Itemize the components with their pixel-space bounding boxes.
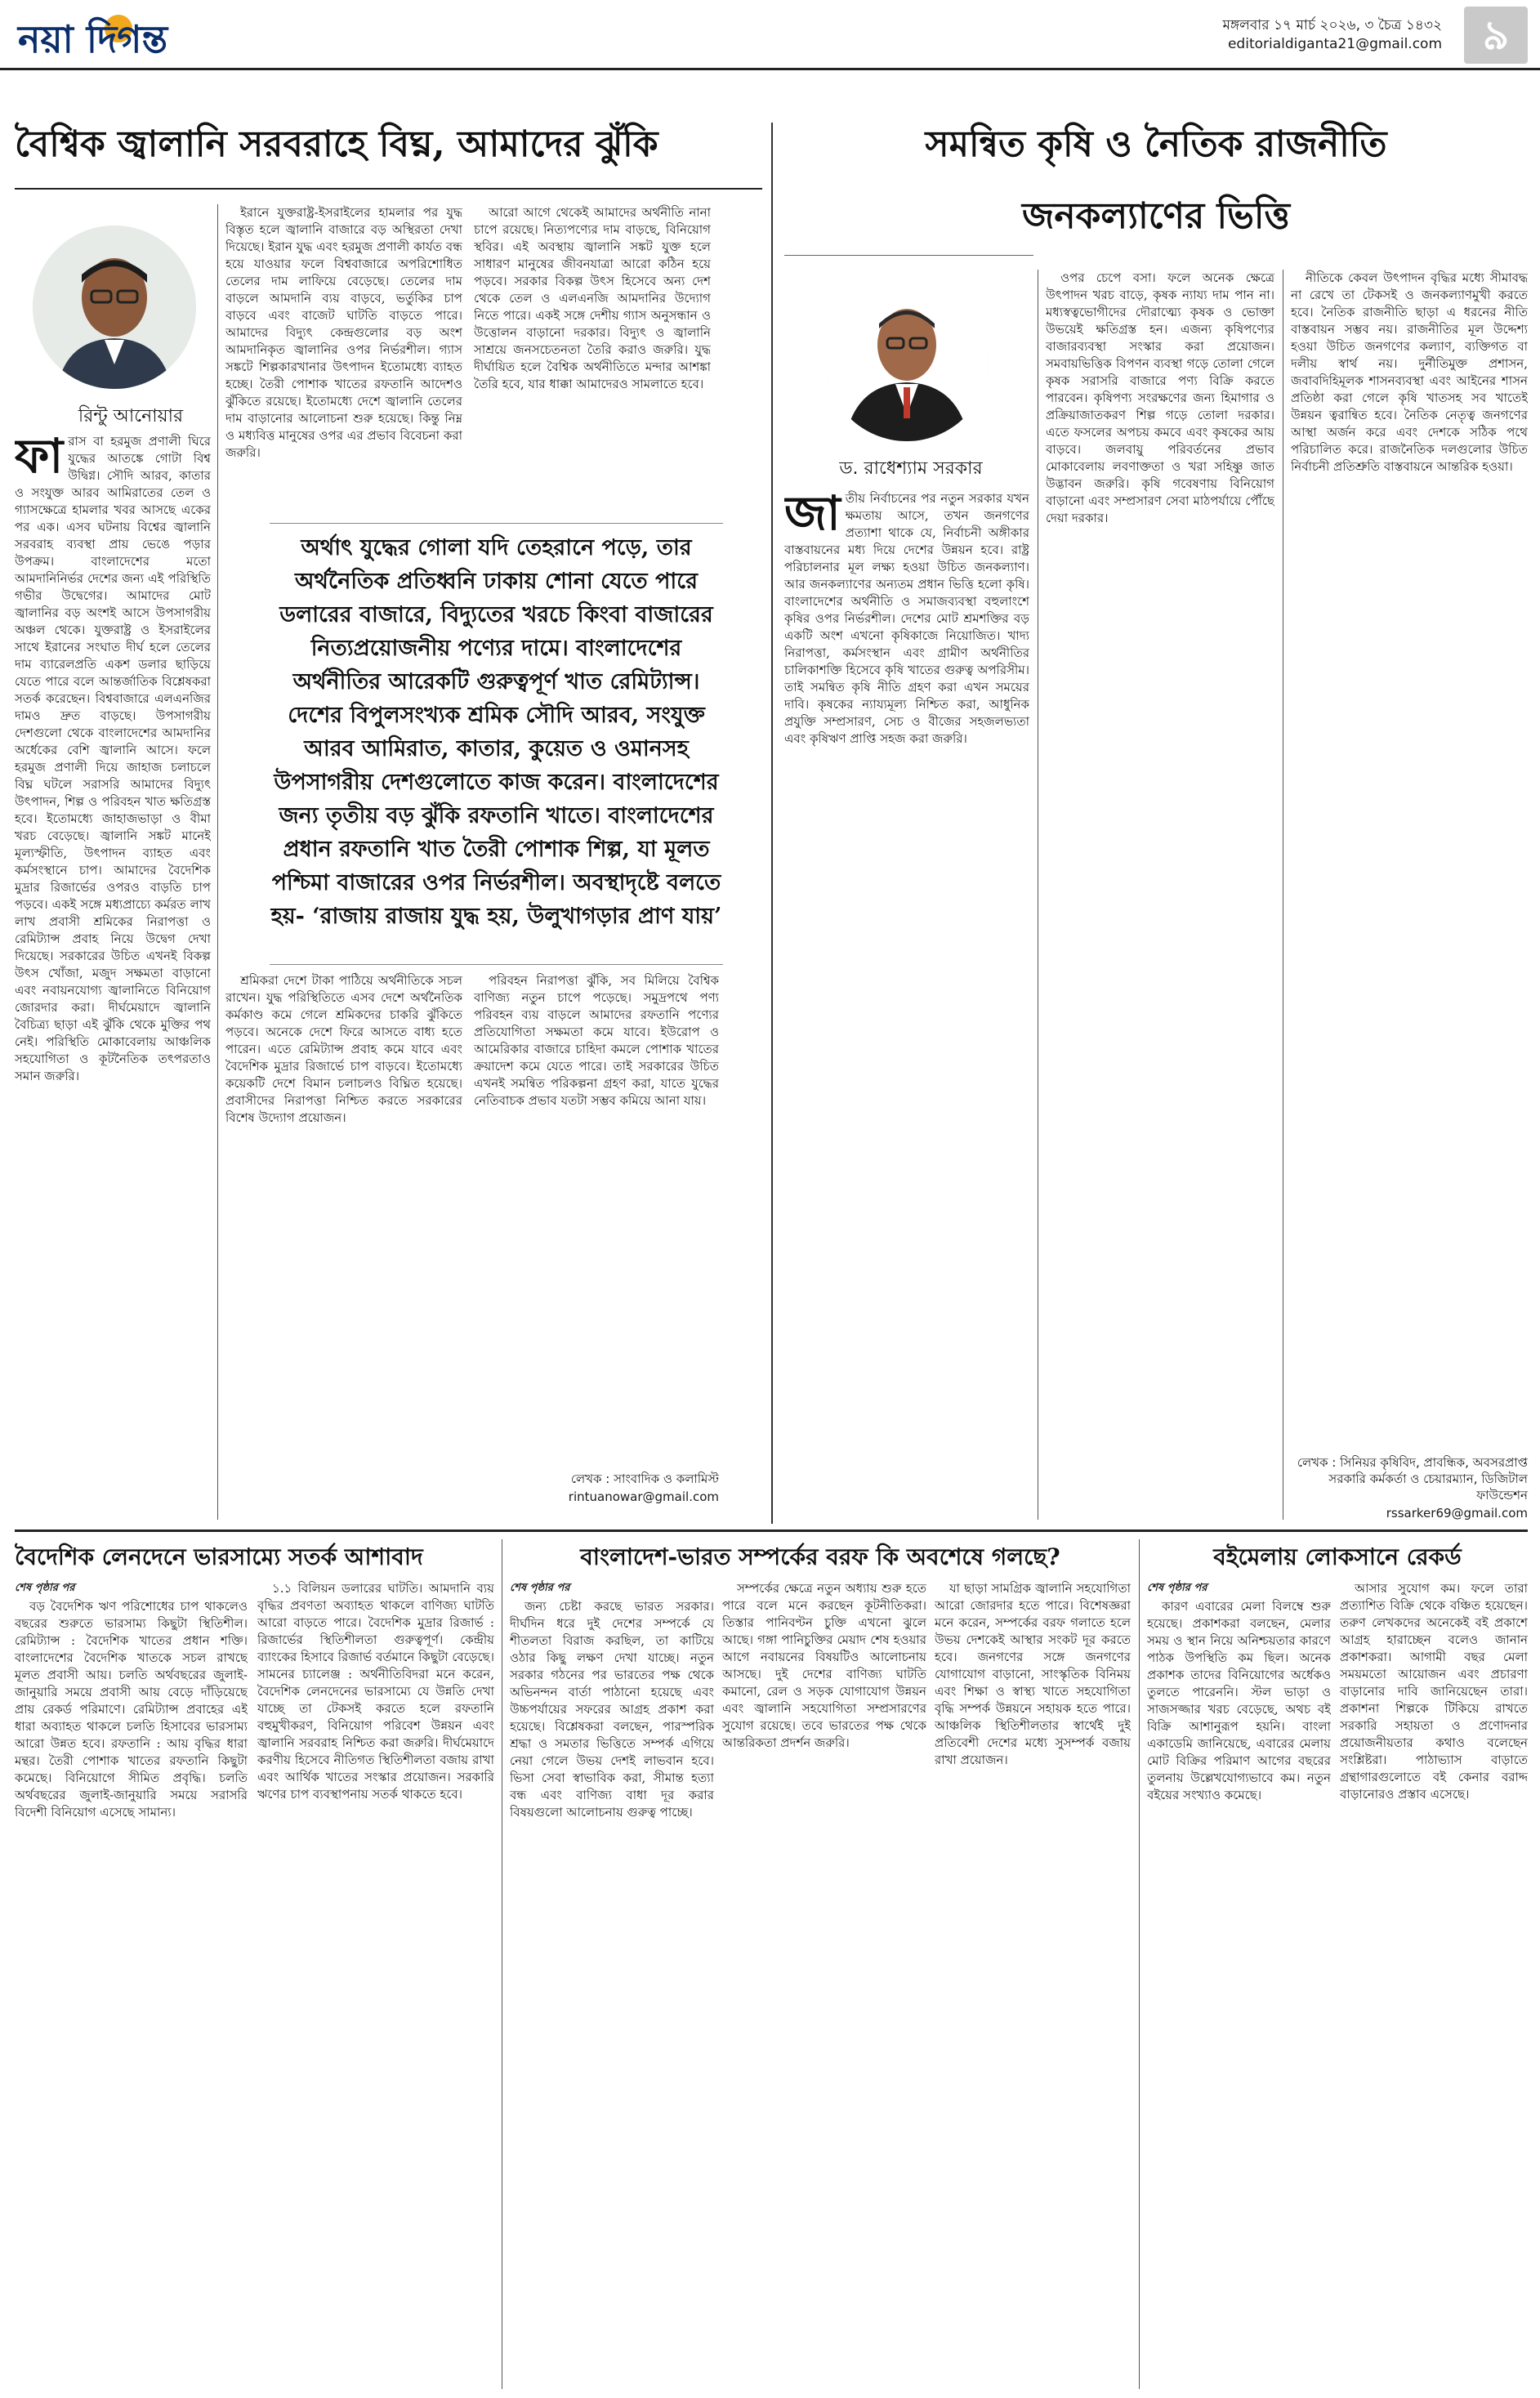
article2-head-rule bbox=[784, 255, 1033, 256]
bottom3-col1-text: কারণ এবারের মেলা বিলম্বে শুরু হয়েছে। প্রকাশকরা বলছেন, মেলার সময় ও স্থান নিয়ে অনিশ্চয়তার কারণে পাঠক উপস্থিতি কম ছিল। অনেক প্রকাশক তাদের বিনিয়োগের অর্ধেকও তুলতে পারেননি। স্টল ভাড়া ও সাজসজ্জার খরচ বেড়েছে, অথচ বই বিক্রি আশানুরূপ হয়নি। বাংলা একাডেমি জানিয়েছে, এবারের মেলায় মোট বিক্রির পরিমাণ আগের বছরের তুলনায় উল্লেখযোগ্যভাবে কম। নতুন বইয়ের সংখ্যাও কমেছে। bbox=[1147, 1599, 1331, 1802]
article2-headline-line1: সমন্বিত কৃষি ও নৈতিক রাজনীতি bbox=[925, 123, 1387, 165]
article2-column-3 bbox=[1291, 270, 1528, 1446]
article2-col1-text: তীয় নির্বাচনের পর নতুন সরকার যখন ক্ষমতায় আসে, তখন জনগণের প্রত্যাশা থাকে যে, নির্বাচনী অঙ্গীকার বাস্তবায়নের মধ্য দিয়ে দেশের উন্নয়ন হবে। রাষ্ট্র পরিচালনার মূল লক্ষ্য হওয়া উচিত জনকল্যাণ। আর জনকল্যাণের অন্যতম প্রধান ভিত্তি হলো কৃষি। বাংলাদেশের অর্থনীতি ও সমাজব্যবস্থা বহুলাংশে কৃষির ওপর নির্ভরশীল। দেশের মোট শ্রমশক্তির বড় একটি অংশ এখনো কৃষিকাজে নিয়োজিত। খাদ্য নিরাপত্তা, কর্মসংস্থান এবং গ্রামীণ অর্থনীতির চালিকাশক্তি হিসেবে কৃষি খাতের গুরুত্ব অপরিসীম। তাই সমন্বিত কৃষি নীতি গ্রহণ করা এখন সময়ের দাবি। কৃষকের ন্যায্যমূল্য নিশ্চিত করা, আধুনিক প্রযুক্তি সম্প্রসারণ, সেচ ও বীজের সহজলভ্যতা এবং কৃষিঋণ প্রাপ্তি সহজ করা জরুরি। bbox=[784, 491, 1029, 746]
bottom1-column-2 bbox=[257, 1580, 494, 2387]
article1-column-1 bbox=[15, 433, 211, 1516]
bottom3-column-1 bbox=[1147, 1598, 1331, 2387]
author2-name: ড. রাধেশ্যাম সরকার bbox=[839, 458, 983, 479]
pull-quote-top-rule bbox=[270, 523, 723, 524]
bottom3-headline: বইমেলায় লোকসানে রেকর্ড bbox=[1213, 1543, 1462, 1570]
author1-name: রিন্টু আনোয়ার bbox=[78, 406, 184, 426]
center-divider bbox=[771, 123, 773, 1524]
issue-date: মঙ্গলবার ১৭ মার্চ ২০২৬, ৩ চৈত্র ১৪৩২ bbox=[1222, 17, 1442, 33]
article2-dropcap: জা bbox=[784, 490, 841, 541]
editorial-email[interactable]: editorialdiganta21@gmail.com bbox=[1227, 36, 1442, 52]
bottom2-continued-label: শেষ পৃষ্ঠার পর bbox=[510, 1582, 570, 1594]
article2-email[interactable]: rssarker69@gmail.com bbox=[1386, 1506, 1528, 1521]
bottom3-continued-label: শেষ পৃষ্ঠার পর bbox=[1147, 1582, 1207, 1594]
section-divider bbox=[15, 1529, 1528, 1532]
newspaper-logo[interactable]: নয়া দিগন্ত bbox=[18, 17, 168, 61]
bottom2-column-3 bbox=[935, 1580, 1131, 2387]
article1-dropcap: ফা bbox=[15, 433, 64, 484]
bottom1-column-1 bbox=[15, 1598, 248, 2387]
article1-column-4 bbox=[225, 972, 462, 1516]
article2-col2-text: ওপর চেপে বসা। ফলে অনেক ক্ষেত্রে উৎপাদন খরচ বাড়ে, কৃষক ন্যায্য দাম পান না। মধ্যস্বত্বভোগীদের দৌরাত্ম্যে কৃষক ও ভোক্তা উভয়েই ক্ষতিগ্রস্ত হন। এজন্য কৃষিপণ্যের বাজারব্যবস্থা সংস্কার করা প্রয়োজন। সমবায়ভিত্তিক বিপণন ব্যবস্থা গড়ে তোলা গেলে কৃষক সরাসরি বাজারে পণ্য বিক্রি করতে পারবেন। কৃষিপণ্য সংরক্ষণের জন্য হিমাগার ও প্রক্রিয়াজাতকরণ শিল্প গড়ে তোলা দরকার। এতে ফসলের অপচয় কমবে এবং কৃষকের আয় বাড়বে। জলবায়ু পরিবর্তনের প্রভাব মোকাবেলায় লবণাক্ততা ও খরা সহিষ্ণু জাত উদ্ভাবন জরুরি। কৃষি গবেষণায় বিনিয়োগ বাড়ানো এবং সম্প্রসারণ সেবা মাঠপর্যায়ে পৌঁছে দেয়া দরকার। bbox=[1046, 270, 1274, 525]
article1-column-3 bbox=[474, 204, 711, 507]
article1-signature: লেখক : সাংবাদিক ও কলামিস্ট bbox=[570, 1471, 719, 1486]
article1-headline: বৈশ্বিক জ্বালানি সরবরাহে বিঘ্ন, আমাদের ঝুঁকি bbox=[15, 123, 658, 165]
article1-pull-quote: অর্থাৎ যুদ্ধের গোলা যদি তেহরানে পড়ে, তার অর্থনৈতিক প্রতিধ্বনি ঢাকায় শোনা যেতে পারে ডলারের বাজারে, বিদ্যুতের খরচে কিংবা বাজারের নিত্যপ্রয়োজনীয় পণ্যের দামে। বাংলাদেশের অর্থনীতির আরেকটি গুরুত্বপূর্ণ খাত রেমিট্যান্স। দেশের বিপুলসংখ্যক শ্রমিক সৌদি আরব, সংযুক্ত আরব আমিরাত, কাতার, কুয়েত ও ওমানসহ উপসাগরীয় দেশগুলোতে কাজ করেন। বাংলাদেশের জন্য তৃতীয় বড় ঝুঁকি রফতানি খাতে। বাংলাদেশের প্রধান রফতানি খাত তৈরী পোশাক শিল্প, যা মূলত পশ্চিমা বাজারের ওপর নির্ভরশীল। অবস্থাদৃষ্টে বলতে হয়- ‘রাজায় রাজায় যুদ্ধ হয়, উলুখাগড়ার প্রাণ যায়’ bbox=[270, 535, 722, 929]
bottom2-column-1 bbox=[510, 1598, 714, 2387]
column-divider bbox=[1139, 1539, 1140, 2389]
bottom2-col1-text: জন্য চেষ্টা করছে ভারত সরকার। দীর্ঘদিন ধরে দুই দেশের সম্পর্কে যে শীতলতা বিরাজ করছিল, তা কাটিয়ে ওঠার কিছু লক্ষণ দেখা যাচ্ছে। নতুন সরকার গঠনের পর ভারতের পক্ষ থেকে অভিনন্দন বার্তা পাঠানো হয়েছে এবং উচ্চপর্যায়ের সফরের আগ্রহ প্রকাশ করা হয়েছে। বিশ্লেষকরা বলছেন, পারস্পরিক শ্রদ্ধা ও সমতার ভিত্তিতে সম্পর্ক এগিয়ে নেয়া গেলে উভয় দেশই লাভবান হবে। ভিসা সেবা স্বাভাবিক করা, সীমান্ত হত্যা বন্ধ এবং বাণিজ্য বাধা দূর করার বিষয়গুলো আলোচনায় গুরুত্ব পাচ্ছে। bbox=[510, 1599, 714, 1820]
bottom1-continued-label: শেষ পৃষ্ঠার পর bbox=[15, 1582, 75, 1594]
bottom2-col3-text: যা ছাড়া সামগ্রিক জ্বালানি সহযোগিতা আরো জোরদার হতে পারে। বিশেষজ্ঞরা মনে করেন, সম্পর্কের বরফ গলাতে হলে উভয় দেশকেই আস্থার সংকট দূর করতে হবে। জনগণের সঙ্গে জনগণের যোগাযোগ বাড়ানো, সাংস্কৃতিক বিনিময় এবং শিক্ষা ও স্বাস্থ্য খাতে সহযোগিতা বৃদ্ধি সম্পর্ক উন্নয়নে সহায়ক হতে পারে। আঞ্চলিক স্থিতিশীলতার স্বার্থেই দুই প্রতিবেশী দেশের মধ্যে সুসম্পর্ক বজায় রাখা প্রয়োজন। bbox=[935, 1581, 1131, 1767]
article1-email[interactable]: rintuanowar@gmail.com bbox=[568, 1489, 719, 1504]
article2-column-1 bbox=[784, 490, 1029, 1516]
bottom1-col2-text: ১.১ বিলিয়ন ডলারের ঘাটতি। আমদানি ব্যয় বৃদ্ধির প্রবণতা অব্যাহত থাকলে বাণিজ্য ঘাটতি আরো বাড়তে পারে। বৈদেশিক মুদ্রার রিজার্ভ : রিজার্ভের স্থিতিশীলতা গুরুত্বপূর্ণ। কেন্দ্রীয় ব্যাংকের হিসাবে রিজার্ভ বর্তমানে কিছুটা বেড়েছে। সামনের চ্যালেঞ্জ : অর্থনীতিবিদরা মনে করেন, বৈদেশিক লেনদেনের ভারসাম্যে যে উন্নতি দেখা যাচ্ছে তা টেকসই করতে হলে রফতানি বহুমুখীকরণ, বিনিয়োগ পরিবেশ উন্নয়ন এবং জ্বালানি সরবরাহ নিশ্চিত করা জরুরি। দীর্ঘমেয়াদে করণীয় হিসেবে নীতিগত স্থিতিশীলতা বজায় রাখা এবং আর্থিক খাতের সংস্কার প্রয়োজন। সরকারি ঋণের চাপ ব্যবস্থাপনায় সতর্ক থাকতে হবে। bbox=[257, 1581, 494, 1802]
article2-column-2 bbox=[1046, 270, 1274, 1516]
bottom1-headline: বৈদেশিক লেনদেনে ভারসাম্যে সতর্ক আশাবাদ bbox=[15, 1543, 423, 1570]
article1-col4-text: শ্রমিকরা দেশে টাকা পাঠিয়ে অর্থনীতিকে সচল রাখেন। যুদ্ধ পরিস্থিতিতে এসব দেশে অর্থনৈতিক কর্মকাণ্ড কমে গেলে শ্রমিকদের চাকরি ঝুঁকিতে পড়বে। অনেকে দেশে ফিরে আসতে বাধ্য হতে পারেন। এতে রেমিট্যান্স প্রবাহ কমে যাবে এবং বৈদেশিক মুদ্রার রিজার্ভে চাপ বাড়বে। ইতোমধ্যে কয়েকটি দেশে বিমান চলাচলও বিঘ্নিত হয়েছে। প্রবাসীদের নিরাপত্তা নিশ্চিত করতে সরকারের বিশেষ উদ্যোগ প্রয়োজন। bbox=[225, 973, 462, 1125]
bottom3-col2-text: আসার সুযোগ কম। ফলে তারা প্রত্যাশিত বিক্রি থেকে বঞ্চিত হয়েছেন। তরুণ লেখকদের অনেকেই বই প্রকাশে আগ্রহ হারাচ্ছেন বলেও জানান প্রকাশকরা। আগামী বছর মেলা সময়মতো আয়োজন এবং প্রচারণা বাড়ানোর দাবি জানিয়েছেন তারা। প্রকাশনা শিল্পকে টিকিয়ে রাখতে সরকারি সহায়তা ও প্রণোদনার প্রয়োজনীয়তার কথাও বলেছেন সংশ্লিষ্টরা। পাঠাভ্যাস বাড়াতে গ্রন্থাগারগুলোতে বই কেনার বরাদ্দ বাড়ানোরও প্রস্তাব এসেছে। bbox=[1340, 1581, 1528, 1802]
article1-col2-text: ইরানে যুক্তরাষ্ট্র-ইসরাইলের হামলার পর যুদ্ধ বিস্তৃত হলে জ্বালানি বাজারে বড় অস্থিরতা দেখা দিয়েছে। ইরান যুদ্ধ এবং হরমুজ প্রণালী কার্যত বন্ধ হয়ে যাওয়ার ফলে বিশ্ববাজারে অপরিশোধিত তেলের দাম লাফিয়ে বেড়েছে। তেলের দাম বাড়লে আমদানি ব্যয় বাড়বে, ভর্তুকির চাপ বাড়বে এবং বাজেট ঘাটতি বাড়তে পারে। আমাদের বিদ্যুৎ কেন্দ্রগুলোর বড় অংশ আমদানিকৃত জ্বালানির ওপর নির্ভরশীল। গ্যাস সঙ্কটে শিল্পকারখানার উৎপাদন ইতোমধ্যে ব্যাহত হচ্ছে। তৈরী পোশাক খাতের রফতানি আদেশও ঝুঁকিতে রয়েছে। ইতোমধ্যে দেশে জ্বালানি তেলের দাম বাড়ানোর আলোচনা শুরু হয়েছে। কিন্তু নিম্ন ও মধ্যবিত্ত মানুষের ওপর এর প্রভাব বিবেচনা করা জরুরি। bbox=[225, 205, 462, 460]
bottom2-column-2 bbox=[722, 1580, 926, 2387]
article2-headline-line2: জনকল্যাণের ভিত্তি bbox=[1022, 195, 1290, 237]
article2-col3-text: নীতিকে কেবল উৎপাদন বৃদ্ধির মধ্যে সীমাবদ্ধ না রেখে তা টেকসই ও জনকল্যাণমুখী করতে হবে। নৈতিক রাজনীতি ছাড়া এ ধরনের নীতি বাস্তবায়ন সম্ভব নয়। রাজনীতির মূল উদ্দেশ্য হওয়া উচিত জনগণের কল্যাণ, ব্যক্তিগত বা দলীয় স্বার্থ নয়। দুর্নীতিমুক্ত প্রশাসন, জবাবদিহিমূলক শাসনব্যবস্থা এবং আইনের শাসন প্রতিষ্ঠা করা গেলে কৃষি খাতসহ সব খাতেই উন্নয়ন ত্বরান্বিত হবে। নৈতিক নেতৃত্ব জনগণের আস্থা অর্জন করে এবং দেশকে সঠিক পথে পরিচালিত করে। রাজনৈতিক দলগুলোর উচিত নির্বাচনী প্রতিশ্রুতি বাস্তবায়নে আন্তরিক হওয়া। bbox=[1291, 270, 1528, 474]
article2-signature: লেখক : সিনিয়র কৃষিবিদ, প্রাবন্ধিক, অবসরপ্রাপ্ত সরকারি কর্মকর্তা ও চেয়ারম্যান, ডিজিটাল ফাউন্ডেশন bbox=[1297, 1455, 1528, 1503]
bottom2-headline: বাংলাদেশ-ভারত সম্পর্কের বরফ কি অবশেষে গলছে? bbox=[580, 1543, 1060, 1570]
article1-col1-text: রাস বা হরমুজ প্রণালী ঘিরে যুদ্ধের আতঙ্কে গোটা বিশ্ব উদ্বিগ্ন। সৌদি আরব, কাতার ও সংযুক্ত আরব আমিরাতের তেল ও গ্যাসক্ষেত্রে হামলার খবর আসছে একের পর এক। এসব ঘটনায় বিশ্বের জ্বালানি সরবরাহ ব্যবস্থা প্রায় ভেঙে পড়ার উপক্রম। বাংলাদেশের মতো আমদানিনির্ভর দেশের জন্য এই পরিস্থিতি গভীর উদ্বেগের। আমাদের মোট জ্বালানির বড় অংশই আসে উপসাগরীয় অঞ্চল থেকে। যুক্তরাষ্ট্র ও ইসরাইলের সাথে ইরানের সংঘাত দীর্ঘ হলে তেলের দাম ব্যারেলপ্রতি একশ ডলার ছাড়িয়ে যেতে পারে বলে আন্তর্জাতিক বিশ্লেষকরা সতর্ক করেছেন। বিশ্ববাজারে এলএনজির দামও দ্রুত বাড়ছে। উপসাগরীয় দেশগুলো থেকে বাংলাদেশের আমদানির অর্ধেকের বেশি জ্বালানি আসে। ফলে হরমুজ প্রণালী দিয়ে জাহাজ চলাচলে বিঘ্ন ঘটলে সরাসরি আমাদের বিদ্যুৎ উৎপাদন, শিল্প ও পরিবহন খাত ক্ষতিগ্রস্ত হবে। ইতোমধ্যে জাহাজভাড়া ও বীমা খরচ বেড়েছে। জ্বালানি সঙ্কট মানেই মূল্যস্ফীতি, উৎপাদন ব্যাহত এবং কর্মসংস্থানে চাপ। আমাদের বৈদেশিক মুদ্রার রিজার্ভের ওপরও বাড়তি চাপ পড়বে। একই সঙ্গে মধ্যপ্রাচ্যে কর্মরত লাখ লাখ প্রবাসী শ্রমিকের নিরাপত্তা ও রেমিট্যান্স প্রবাহ নিয়ে উদ্বেগ দেখা দিয়েছে। সরকারের উচিত এখনই বিকল্প উৎস খোঁজা, মজুদ সক্ষমতা বাড়ানো এবং নবায়নযোগ্য জ্বালানিতে বিনিয়োগ জোরদার করা। দীর্ঘমেয়াদে জ্বালানি বৈচিত্র্য ছাড়া এই ঝুঁকি থেকে মুক্তির পথ নেই। পরিস্থিতি মোকাবেলায় আঞ্চলিক সহযোগিতা ও কূটনৈতিক তৎপরতাও সমান জরুরি। bbox=[15, 434, 211, 1083]
article1-column-2 bbox=[225, 204, 462, 507]
article1-col5-text: পরিবহন নিরাপত্তা ঝুঁকি, সব মিলিয়ে বৈশ্বিক বাণিজ্য নতুন চাপে পড়েছে। সমুদ্রপথে পণ্য পরিবহন ব্যয় বাড়লে আমাদের রফতানি পণ্যের প্রতিযোগিতা সক্ষমতা কমে যাবে। ইউরোপ ও আমেরিকার বাজারে চাহিদা কমলে পোশাক খাতের ক্রয়াদেশ কমে যেতে পারে। তাই সরকারের উচিত এখনই সমন্বিত পরিকল্পনা গ্রহণ করা, যাতে যুদ্ধের নেতিবাচক প্রভাব যতটা সম্ভব কমিয়ে আনা যায়। bbox=[474, 973, 719, 1108]
author1-photo bbox=[33, 226, 196, 389]
pull-quote-bottom-rule bbox=[270, 964, 723, 965]
article1-column-5 bbox=[474, 972, 719, 1454]
author2-photo bbox=[825, 278, 989, 441]
bottom3-column-2 bbox=[1340, 1580, 1528, 2387]
bottom2-col2-text: সম্পর্কের ক্ষেত্রে নতুন অধ্যায় শুরু হতে পারে বলে মনে করছেন কূটনীতিকরা। তিস্তার পানিবণ্টন চুক্তি এখনো ঝুলে আছে। গঙ্গা পানিচুক্তির মেয়াদ শেষ হওয়ার আগে নবায়নের বিষয়টিও আলোচনায় আসছে। দুই দেশের বাণিজ্য ঘাটতি কমানো, রেল ও সড়ক যোগাযোগ উন্নয়ন এবং জ্বালানি সহযোগিতা সম্প্রসারণের সুযোগ রয়েছে। তবে ভারতের পক্ষ থেকে আন্তরিকতা প্রদর্শন জরুরি। bbox=[722, 1581, 926, 1750]
article1-head-rule bbox=[15, 188, 762, 190]
masthead bbox=[0, 0, 1540, 70]
column-divider bbox=[217, 204, 218, 1520]
bottom1-col1-text: বড় বৈদেশিক ঋণ পরিশোধের চাপ থাকলেও বছরের শুরুতে ভারসাম্য কিছুটা স্থিতিশীল। রেমিট্যান্স : বৈদেশিক খাতের প্রধান শক্তি। বাংলাদেশের বৈদেশিক খাতকে সচল রাখছে মূলত প্রবাসী আয়। চলতি অর্থবছরের জুলাই-জানুয়ারি সময়ে প্রবাসী আয় বেড়ে দাঁড়িয়েছে প্রায় রেকর্ড পরিমাণে। রেমিট্যান্স প্রবাহের এই ধারা অব্যাহত থাকলে চলতি হিসাবের ভারসাম্য আরো উন্নত হবে। রফতানি : আয় বৃদ্ধির ধারা মন্থর। তৈরী পোশাক খাতের রফতানি কিছুটা কমেছে। বিনিয়োগে সীমিত প্রবৃদ্ধি। চলতি অর্থবছরের জুলাই-জানুয়ারি সময়ে সরাসরি বিদেশী বিনিয়োগ এসেছে সামান্য। bbox=[15, 1599, 248, 1820]
article1-col3-text: আরো আগে থেকেই আমাদের অর্থনীতি নানা চাপে রয়েছে। নিত্যপণ্যের দাম বাড়ছে, বিনিয়োগ স্থবির। এই অবস্থায় জ্বালানি সঙ্কট যুক্ত হলে সাধারণ মানুষের জীবনযাত্রা আরো কঠিন হয়ে পড়বে। সরকার বিকল্প উৎস হিসেবে অন্য দেশ থেকে তেল ও এলএনজি আমদানির উদ্যোগ নিতে পারে। একই সঙ্গে দেশীয় গ্যাস অনুসন্ধান ও উত্তোলন বাড়ানো দরকার। বিদ্যুৎ ও জ্বালানি সাশ্রয়ে জনসচেতনতা তৈরি করাও জরুরি। যুদ্ধ দীর্ঘায়িত হলে বৈশ্বিক অর্থনীতিতে মন্দার আশঙ্কা তৈরি হবে, যার ধাক্কা আমাদেরও সামলাতে হবে। bbox=[474, 205, 711, 391]
page-number: ৯ bbox=[1464, 7, 1528, 64]
